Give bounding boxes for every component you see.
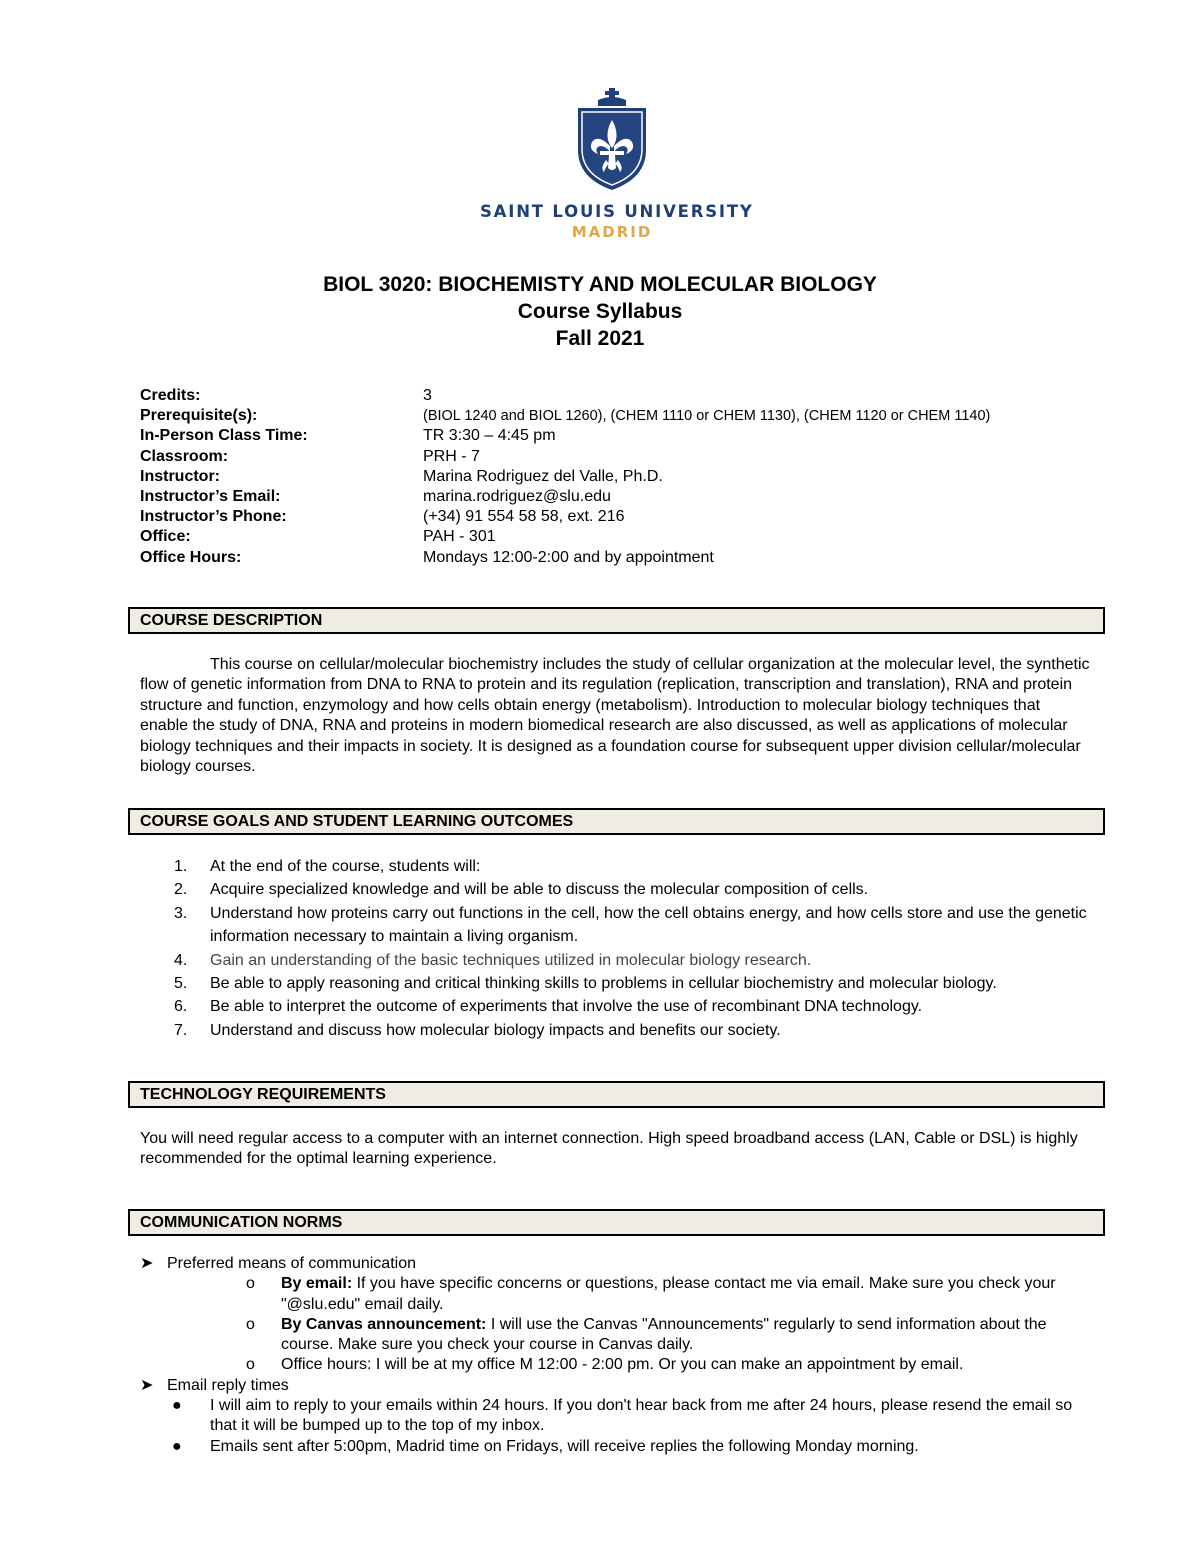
info-label: Prerequisite(s): [140,407,258,425]
list-item: 1. At the end of the course, students will: [174,858,481,875]
section-heading-description: COURSE DESCRIPTION [128,607,1105,634]
instructor-email-link[interactable]: marina.rodriguez@slu.edu [423,487,611,505]
info-value: Mondays 12:00-2:00 and by appointment [423,548,714,566]
logo-university-name: SAINT LOUIS UNIVERSITY [480,202,754,221]
info-row-instructor [140,467,990,487]
list-item: ● I will aim to reply to your emails within 24 hours. If you don't hear back from me after 24 hours, please resend the email so that it will be bumped up to the top of my inbox. [140,1396,1100,1437]
info-row-office-hours [140,548,990,568]
info-label: Instructor’s Phone: [140,508,287,526]
dot-bullet-icon: ● [172,1397,182,1415]
course-description-text: This course on cellular/molecular biochemistry includes the study of cellular organization at the molecular level, the synthetic flow of genetic information from DNA to RNA to protein and its regulation (replication, transcription and translation), RNA and protein structure and function, enzymology and how cells obtain energy (metabolism). Introduction to molecular biology techniques that enable the study of DNA, RNA and proteins in modern biomedical research are also discussed, as well as applications of molecular biology techniques and their impacts in society. It is designed as a foundation course for subsequent upper division cellular/molecular biology courses. [140,656,1090,776]
list-item: ● Emails sent after 5:00pm, Madrid time on Fridays, will receive replies the following Monday morning. [140,1437,1100,1457]
list-item: 5. Be able to apply reasoning and critical thinking skills to problems in cellular biochemistry and molecular biology. [174,975,997,993]
circle-bullet-icon: o [246,1275,255,1293]
list-item: 3. Understand how proteins carry out functions in the cell, how the cell obtains energy, and how cells store and use the genetic information necessary to maintain a living organism. [174,904,1087,946]
term: Fall 2021 [555,327,645,350]
info-row-email [140,487,990,507]
section-heading-technology: TECHNOLOGY REQUIREMENTS [128,1081,1105,1108]
circle-bullet-icon: o [246,1356,255,1374]
course-title: BIOL 3020: BIOCHEMISTY AND MOLECULAR BIOLOGY [323,273,877,296]
technology-requirements-text: You will need regular access to a computer with an internet connection. High speed broadband access (LAN, Cable or DSL) is highly recommended for the optimal learning experience. [140,1130,1078,1168]
info-row-credits [140,386,990,406]
info-row-prerequisites [140,406,990,426]
dot-bullet-icon: ● [172,1437,182,1455]
logo-campus-name: MADRID [571,223,653,241]
info-row-classroom [140,447,990,467]
info-value: TR 3:30 – 4:45 pm [423,427,556,445]
section-heading-communication: COMMUNICATION NORMS [128,1209,1105,1236]
info-value: PAH - 301 [423,528,496,546]
list-item: 2. Acquire specialized knowledge and will be able to discuss the molecular composition of cells. [174,881,869,899]
list-item: o Office hours: I will be at my office M 12:00 - 2:00 pm. Or you can make an appointment by email. [140,1355,1100,1375]
learning-outcomes-list [140,855,1090,1042]
document-type: Course Syllabus [517,300,683,323]
section-heading-goals: COURSE GOALS AND STUDENT LEARNING OUTCOMES [128,808,1105,835]
info-label: Classroom: [140,447,229,465]
course-info-table [140,386,990,568]
info-value: PRH - 7 [423,447,480,465]
list-item: o By Canvas announcement: I will use the Canvas "Announcements" regularly to send information about the course. Make sure you check your course in Canvas daily. [140,1315,1100,1356]
list-item: ➤ Preferred means of communication [140,1254,1100,1274]
fleur-de-lis-shield-icon [576,88,648,192]
list-item: o By email: If you have specific concerns or questions, please contact me via email. Make sure you check your "@slu.edu" email daily. [140,1274,1100,1315]
circle-bullet-icon: o [246,1315,255,1333]
info-label: Office Hours: [140,548,242,566]
info-label: Credits: [140,387,201,404]
list-item: ➤ Email reply times [140,1376,1100,1396]
info-label: Instructor’s Email: [140,487,281,505]
arrow-bullet-icon: ➤ [140,1255,154,1272]
list-item: 7. Understand and discuss how molecular biology impacts and benefits our society. [174,1021,781,1039]
arrow-bullet-icon: ➤ [140,1376,154,1394]
info-value: (BIOL 1240 and BIOL 1260), (CHEM 1110 or CHEM 1130), (CHEM 1120 or CHEM 1140) [423,408,991,425]
info-row-class-time [140,426,990,446]
list-item: 6. Be able to interpret the outcome of experiments that involve the use of recombinant DNA technology. [174,998,923,1016]
info-value: 3 [423,387,432,404]
list-item: 4. Gain an understanding of the basic techniques utilized in molecular biology research. [174,951,812,969]
info-label: Instructor: [140,467,220,485]
university-logo [480,88,754,241]
info-row-office [140,527,990,547]
info-value: Marina Rodriguez del Valle, Ph.D. [423,467,663,485]
info-label: In-Person Class Time: [140,427,308,445]
communication-norms [140,1254,1100,1457]
info-row-phone [140,507,990,527]
info-label: Office: [140,528,191,546]
info-value: (+34) 91 554 58 58, ext. 216 [423,508,625,526]
